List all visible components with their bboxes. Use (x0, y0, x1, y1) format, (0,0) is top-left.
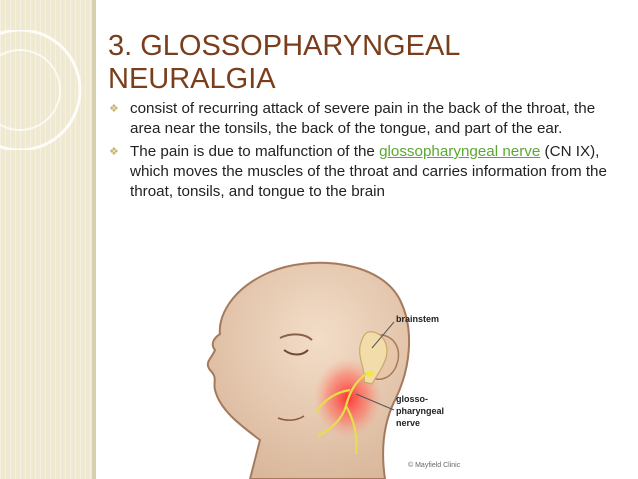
slide-title: 3. GLOSSOPHARYNGEAL NEURALGIA (108, 30, 460, 95)
bullet-text-start: The pain is due to malfunction of the (130, 143, 380, 160)
bullet-text: consist of recurring attack of severe pain in the back of the throat, the area near the tonsils, the back of the tongue, and part of the ear. (130, 100, 596, 137)
illustration-credit: © Mayfield Clinic (408, 462, 461, 469)
glossopharyngeal-nerve-link[interactable]: glossopharyngeal nerve (379, 143, 541, 160)
sidebar-edge (92, 0, 96, 479)
nerve-label-line-3: nerve (396, 418, 421, 428)
brainstem-label: brainstem (396, 314, 440, 324)
decorative-sidebar (0, 0, 96, 479)
circle-ornament-icon (0, 30, 96, 150)
nerve-origin-marker (367, 371, 373, 377)
bullet-icon: ❖ (109, 103, 119, 115)
nerve-label-line-2: pharyngeal (396, 406, 445, 416)
head-nerve-illustration (180, 250, 632, 479)
nerve-label-line-1: glosso- (396, 394, 429, 404)
bullet-list (108, 99, 608, 205)
bullet-item (108, 142, 608, 202)
bullet-item (108, 99, 608, 139)
bullet-icon: ❖ (109, 146, 119, 158)
bullet-text-end: (CN IX), which moves the muscles of the throat and carries information from the throat, tonsils, and tongue to the brain (130, 143, 607, 200)
